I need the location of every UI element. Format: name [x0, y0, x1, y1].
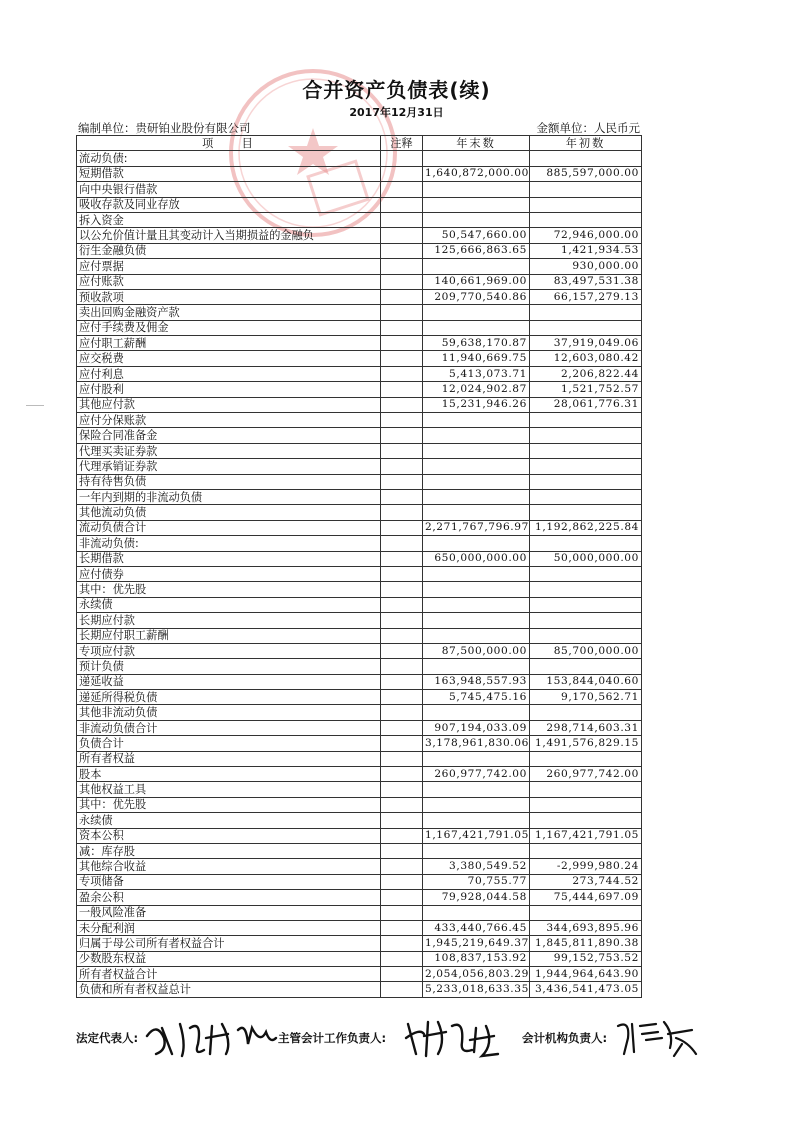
row-begin-value: 83,497,531.38	[530, 274, 642, 289]
row-begin-value: 37,919,049.06	[530, 336, 642, 351]
row-label: 递延收益	[77, 674, 381, 689]
row-begin-value	[530, 182, 642, 197]
row-note	[381, 228, 423, 243]
row-begin-value: 1,521,752.57	[530, 382, 642, 397]
row-label: 代理承销证券款	[77, 459, 381, 474]
row-note	[381, 366, 423, 381]
table-row	[77, 351, 642, 366]
row-label: 永续债	[77, 813, 381, 828]
row-note	[381, 397, 423, 412]
row-begin-value	[530, 413, 642, 428]
table-row	[77, 474, 642, 489]
row-note	[381, 443, 423, 458]
row-note	[381, 951, 423, 966]
table-row	[77, 828, 642, 843]
row-end-value: 79,928,044.58	[423, 890, 530, 905]
row-end-value: 650,000,000.00	[423, 551, 530, 566]
table-row	[77, 597, 642, 612]
row-note	[381, 582, 423, 597]
row-note	[381, 659, 423, 674]
row-begin-value: 930,000.00	[530, 259, 642, 274]
row-label: 归属于母公司所有者权益合计	[77, 936, 381, 951]
row-begin-value: 1,421,934.53	[530, 243, 642, 258]
accounting-head-label: 主管会计工作负责人:	[278, 1031, 387, 1045]
row-end-value: 5,413,073.71	[423, 366, 530, 381]
row-begin-value: 72,946,000.00	[530, 228, 642, 243]
row-note	[381, 982, 423, 997]
header-note: 注释	[381, 136, 423, 151]
table-row	[77, 736, 642, 751]
row-begin-value	[530, 613, 642, 628]
table-row	[77, 228, 642, 243]
row-label: 应付票据	[77, 259, 381, 274]
row-begin-value: 273,744.52	[530, 874, 642, 889]
row-label: 预计负债	[77, 659, 381, 674]
row-end-value: 12,024,902.87	[423, 382, 530, 397]
row-note	[381, 843, 423, 858]
row-begin-value: 99,152,753.52	[530, 951, 642, 966]
row-label: 减：库存股	[77, 843, 381, 858]
row-begin-value	[530, 751, 642, 766]
row-end-value: 1,945,219,649.37	[423, 936, 530, 951]
table-row	[77, 859, 642, 874]
row-begin-value: 153,844,040.60	[530, 674, 642, 689]
table-row	[77, 905, 642, 920]
row-end-value	[423, 751, 530, 766]
row-label: 负债合计	[77, 736, 381, 751]
row-end-value	[423, 428, 530, 443]
row-end-value: 163,948,557.93	[423, 674, 530, 689]
row-end-value	[423, 443, 530, 458]
row-end-value	[423, 320, 530, 335]
row-begin-value: 3,436,541,473.05	[530, 982, 642, 997]
accounting-org-head-signature	[612, 1014, 702, 1058]
row-begin-value: 1,491,576,829.15	[530, 736, 642, 751]
row-label: 保险合同准备金	[77, 428, 381, 443]
row-note	[381, 628, 423, 643]
row-note	[381, 351, 423, 366]
row-label: 拆入资金	[77, 212, 381, 227]
row-note	[381, 520, 423, 535]
legal-representative-label: 法定代表人:	[76, 1031, 139, 1045]
row-end-value	[423, 259, 530, 274]
row-label: 永续债	[77, 597, 381, 612]
row-note	[381, 413, 423, 428]
row-begin-value	[530, 782, 642, 797]
row-end-value: 59,638,170.87	[423, 336, 530, 351]
row-note	[381, 859, 423, 874]
row-note	[381, 382, 423, 397]
table-row	[77, 413, 642, 428]
row-end-value: 2,054,056,803.29	[423, 967, 530, 982]
table-row	[77, 182, 642, 197]
row-end-value: 140,661,969.00	[423, 274, 530, 289]
legal-representative-signature	[142, 1014, 282, 1058]
row-note	[381, 920, 423, 935]
row-label: 应付利息	[77, 366, 381, 381]
row-label: 未分配利润	[77, 920, 381, 935]
table-row	[77, 705, 642, 720]
row-label: 应付股利	[77, 382, 381, 397]
row-label: 衍生金融负债	[77, 243, 381, 258]
row-begin-value	[530, 459, 642, 474]
row-label: 流动负债合计	[77, 520, 381, 535]
row-end-value: 5,745,475.16	[423, 690, 530, 705]
row-end-value: 70,755.77	[423, 874, 530, 889]
table-row	[77, 920, 642, 935]
row-end-value	[423, 905, 530, 920]
row-end-value	[423, 597, 530, 612]
row-note	[381, 336, 423, 351]
row-label: 股本	[77, 767, 381, 782]
row-note	[381, 305, 423, 320]
row-end-value	[423, 413, 530, 428]
row-note	[381, 890, 423, 905]
accounting-head-signature	[402, 1014, 502, 1060]
row-label: 专项应付款	[77, 643, 381, 658]
row-begin-value: 1,845,811,890.38	[530, 936, 642, 951]
row-end-value: 260,977,742.00	[423, 767, 530, 782]
table-row	[77, 813, 642, 828]
table-row	[77, 551, 642, 566]
table-row	[77, 874, 642, 889]
row-end-value: 2,271,767,796.97	[423, 520, 530, 535]
table-row	[77, 690, 642, 705]
table-row	[77, 166, 642, 181]
row-begin-value: 75,444,697.09	[530, 890, 642, 905]
row-note	[381, 674, 423, 689]
row-label: 持有待售负债	[77, 474, 381, 489]
table-row	[77, 459, 642, 474]
row-begin-value: 1,944,964,643.90	[530, 967, 642, 982]
row-end-value: 125,666,863.65	[423, 243, 530, 258]
row-note	[381, 705, 423, 720]
row-end-value: 15,231,946.26	[423, 397, 530, 412]
row-begin-value	[530, 582, 642, 597]
table-row	[77, 259, 642, 274]
row-note	[381, 259, 423, 274]
table-row	[77, 843, 642, 858]
row-note	[381, 736, 423, 751]
row-end-value	[423, 566, 530, 581]
row-begin-value: 28,061,776.31	[530, 397, 642, 412]
row-note	[381, 905, 423, 920]
table-row	[77, 197, 642, 212]
row-note	[381, 613, 423, 628]
table-row	[77, 582, 642, 597]
row-end-value: 5,233,018,633.35	[423, 982, 530, 997]
row-begin-value: 9,170,562.71	[530, 690, 642, 705]
row-note	[381, 720, 423, 735]
row-end-value	[423, 505, 530, 520]
row-note	[381, 813, 423, 828]
table-row	[77, 720, 642, 735]
table-row	[77, 643, 642, 658]
report-date: 2017年12月31日	[349, 106, 444, 119]
row-label: 长期应付职工薪酬	[77, 628, 381, 643]
row-label: 应付职工薪酬	[77, 336, 381, 351]
table-row	[77, 797, 642, 812]
row-begin-value: 66,157,279.13	[530, 289, 642, 304]
row-label: 向中央银行借款	[77, 182, 381, 197]
row-begin-value	[530, 705, 642, 720]
row-begin-value: 344,693,895.96	[530, 920, 642, 935]
table-row	[77, 320, 642, 335]
row-note	[381, 936, 423, 951]
row-note	[381, 751, 423, 766]
row-label: 吸收存款及同业存放	[77, 197, 381, 212]
row-note	[381, 197, 423, 212]
row-begin-value	[530, 443, 642, 458]
table-row	[77, 767, 642, 782]
row-end-value	[423, 782, 530, 797]
row-label: 其他流动负债	[77, 505, 381, 520]
header-end-of-year: 年末数	[423, 136, 530, 151]
row-begin-value: -2,999,980.24	[530, 859, 642, 874]
row-end-value	[423, 843, 530, 858]
row-end-value	[423, 797, 530, 812]
row-label: 应付分保账款	[77, 413, 381, 428]
row-label: 所有者权益	[77, 751, 381, 766]
header-beginning-of-year: 年初数	[530, 136, 642, 151]
table-row	[77, 951, 642, 966]
row-note	[381, 166, 423, 181]
table-row	[77, 566, 642, 581]
row-begin-value	[530, 797, 642, 812]
row-end-value: 1,640,872,000.00	[423, 166, 530, 181]
row-label: 负债和所有者权益总计	[77, 982, 381, 997]
row-label: 其中：优先股	[77, 582, 381, 597]
table-row	[77, 782, 642, 797]
row-begin-value: 298,714,603.31	[530, 720, 642, 735]
row-label: 非流动负债:	[77, 536, 381, 551]
row-label: 盈余公积	[77, 890, 381, 905]
row-note	[381, 797, 423, 812]
row-label: 资本公积	[77, 828, 381, 843]
row-end-value	[423, 705, 530, 720]
row-label: 其他应付款	[77, 397, 381, 412]
row-label: 流动负债:	[77, 151, 381, 166]
row-end-value: 108,837,153.92	[423, 951, 530, 966]
row-begin-value: 260,977,742.00	[530, 767, 642, 782]
row-end-value	[423, 582, 530, 597]
table-row	[77, 505, 642, 520]
row-end-value	[423, 197, 530, 212]
row-begin-value	[530, 905, 642, 920]
row-label: 一般风险准备	[77, 905, 381, 920]
row-label: 所有者权益合计	[77, 967, 381, 982]
row-end-value	[423, 489, 530, 504]
row-end-value	[423, 459, 530, 474]
accounting-org-head-label: 会计机构负责人:	[522, 1031, 608, 1045]
row-note	[381, 243, 423, 258]
row-begin-value	[530, 474, 642, 489]
row-label: 以公允价值计量且其变动计入当期损益的金融负	[77, 228, 381, 243]
row-begin-value: 85,700,000.00	[530, 643, 642, 658]
row-begin-value: 885,597,000.00	[530, 166, 642, 181]
row-label: 长期应付款	[77, 613, 381, 628]
row-label: 应付账款	[77, 274, 381, 289]
row-note	[381, 182, 423, 197]
row-begin-value	[530, 536, 642, 551]
row-begin-value	[530, 813, 642, 828]
row-note	[381, 320, 423, 335]
row-label: 其他权益工具	[77, 782, 381, 797]
row-begin-value	[530, 305, 642, 320]
row-end-value	[423, 182, 530, 197]
table-row	[77, 443, 642, 458]
row-label: 应交税费	[77, 351, 381, 366]
row-label: 其他非流动负债	[77, 705, 381, 720]
row-end-value	[423, 613, 530, 628]
row-note	[381, 274, 423, 289]
row-label: 其中：优先股	[77, 797, 381, 812]
row-end-value: 209,770,540.86	[423, 289, 530, 304]
row-end-value	[423, 536, 530, 551]
row-begin-value	[530, 197, 642, 212]
row-label: 专项储备	[77, 874, 381, 889]
table-row	[77, 982, 642, 997]
row-label: 应付手续费及佣金	[77, 320, 381, 335]
row-note	[381, 767, 423, 782]
row-begin-value: 12,603,080.42	[530, 351, 642, 366]
row-note	[381, 151, 423, 166]
row-label: 递延所得税负债	[77, 690, 381, 705]
row-begin-value	[530, 505, 642, 520]
row-note	[381, 428, 423, 443]
table-row	[77, 151, 642, 166]
row-end-value: 1,167,421,791.05	[423, 828, 530, 843]
table-row	[77, 382, 642, 397]
row-end-value	[423, 628, 530, 643]
row-note	[381, 551, 423, 566]
row-end-value: 3,380,549.52	[423, 859, 530, 874]
row-begin-value	[530, 320, 642, 335]
table-header-row	[77, 136, 642, 151]
row-end-value	[423, 474, 530, 489]
row-begin-value	[530, 566, 642, 581]
row-end-value: 87,500,000.00	[423, 643, 530, 658]
row-begin-value	[530, 428, 642, 443]
table-row	[77, 305, 642, 320]
row-note	[381, 474, 423, 489]
table-row	[77, 243, 642, 258]
table-row	[77, 659, 642, 674]
currency-unit-label: 金额单位：人民币元	[536, 121, 640, 135]
table-row	[77, 628, 642, 643]
company-label: 编制单位：贵研铂业股份有限公司	[78, 121, 251, 135]
row-note	[381, 566, 423, 581]
header-item: 项 目	[77, 136, 381, 151]
row-label: 长期借款	[77, 551, 381, 566]
table-row	[77, 520, 642, 535]
row-end-value	[423, 813, 530, 828]
table-row	[77, 936, 642, 951]
row-label: 短期借款	[77, 166, 381, 181]
table-row	[77, 274, 642, 289]
row-note	[381, 536, 423, 551]
table-row	[77, 613, 642, 628]
row-begin-value: 2,206,822.44	[530, 366, 642, 381]
row-begin-value: 1,167,421,791.05	[530, 828, 642, 843]
table-row	[77, 890, 642, 905]
row-note	[381, 489, 423, 504]
row-begin-value	[530, 659, 642, 674]
table-row	[77, 751, 642, 766]
row-end-value: 433,440,766.45	[423, 920, 530, 935]
row-label: 应付债券	[77, 566, 381, 581]
row-begin-value: 50,000,000.00	[530, 551, 642, 566]
row-label: 少数股东权益	[77, 951, 381, 966]
table-row	[77, 967, 642, 982]
row-note	[381, 643, 423, 658]
row-note	[381, 289, 423, 304]
row-begin-value	[530, 151, 642, 166]
balance-sheet-table	[76, 135, 642, 998]
row-end-value	[423, 212, 530, 227]
row-begin-value	[530, 843, 642, 858]
row-label: 一年内到期的非流动负债	[77, 489, 381, 504]
row-begin-value	[530, 489, 642, 504]
table-row	[77, 336, 642, 351]
table-row	[77, 212, 642, 227]
row-end-value	[423, 659, 530, 674]
row-label: 预收款项	[77, 289, 381, 304]
row-end-value: 3,178,961,830.06	[423, 736, 530, 751]
row-begin-value	[530, 628, 642, 643]
row-begin-value: 1,192,862,225.84	[530, 520, 642, 535]
table-row	[77, 674, 642, 689]
row-note	[381, 782, 423, 797]
scan-mark	[26, 405, 44, 406]
table-row	[77, 489, 642, 504]
table-row	[77, 289, 642, 304]
row-label: 其他综合收益	[77, 859, 381, 874]
row-note	[381, 459, 423, 474]
row-note	[381, 828, 423, 843]
table-row	[77, 428, 642, 443]
row-label: 非流动负债合计	[77, 720, 381, 735]
row-end-value: 907,194,033.09	[423, 720, 530, 735]
row-begin-value	[530, 212, 642, 227]
row-note	[381, 967, 423, 982]
row-label: 卖出回购金融资产款	[77, 305, 381, 320]
row-note	[381, 597, 423, 612]
table-row	[77, 366, 642, 381]
row-end-value	[423, 305, 530, 320]
row-note	[381, 874, 423, 889]
row-note	[381, 505, 423, 520]
table-row	[77, 397, 642, 412]
row-note	[381, 212, 423, 227]
row-end-value: 50,547,660.00	[423, 228, 530, 243]
row-end-value	[423, 151, 530, 166]
row-begin-value	[530, 597, 642, 612]
table-row	[77, 536, 642, 551]
page-title: 合并资产负债表(续)	[302, 78, 491, 102]
row-note	[381, 690, 423, 705]
row-label: 代理买卖证券款	[77, 443, 381, 458]
row-end-value: 11,940,669.75	[423, 351, 530, 366]
